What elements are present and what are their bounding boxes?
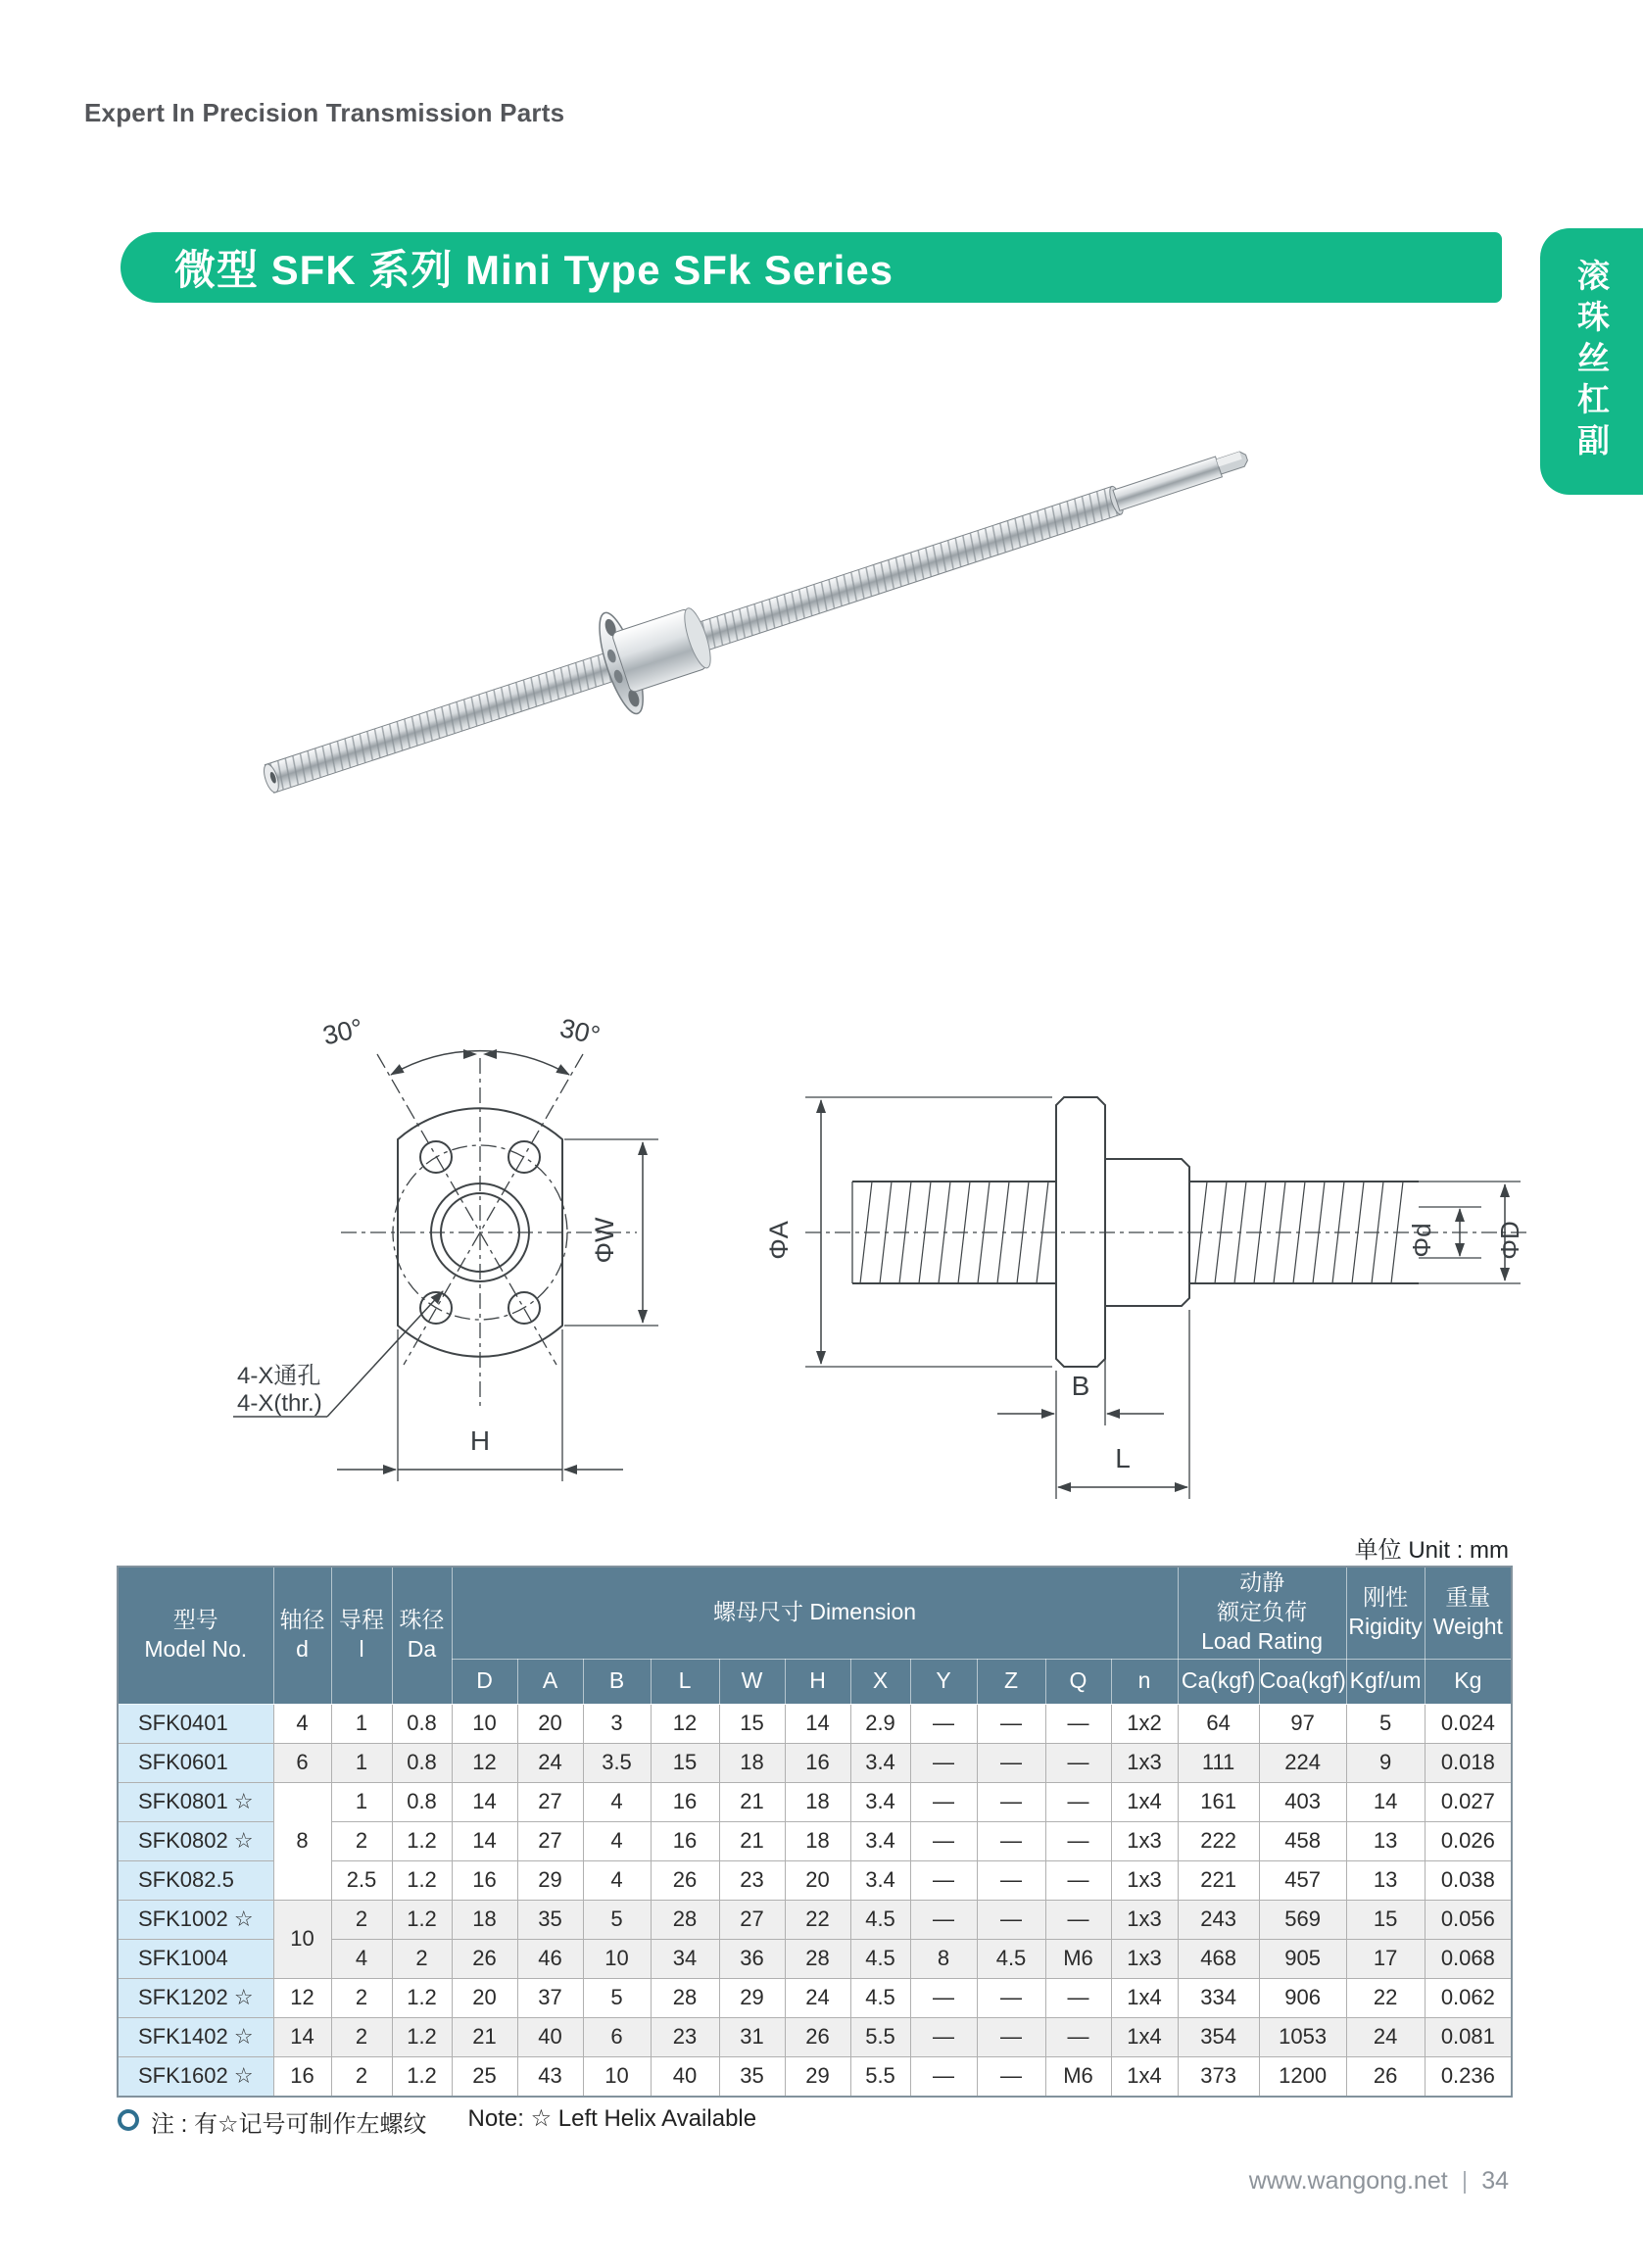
cell-dim-a: 46 [517,1939,583,1978]
cell-dim-y: — [910,1743,977,1782]
cell-coa: 458 [1259,1821,1346,1860]
cell-dim-q: M6 [1045,2056,1111,2097]
note-en: Note: ☆ Left Helix Available [467,2105,757,2132]
cell-dim-y: — [910,1860,977,1900]
cell-dim-h: 20 [785,1860,850,1900]
cell-dim-h: 29 [785,2056,850,2097]
cell-dim-x: 3.4 [850,1782,910,1821]
cell-model: SFK1402 ☆ [118,2017,273,2056]
cell-dim-x: 4.5 [850,1978,910,2017]
cell-ca: 111 [1178,1743,1259,1782]
cell-ca: 222 [1178,1821,1259,1860]
cell-dim-x: 4.5 [850,1900,910,1939]
col-subheader-a: A [517,1659,583,1704]
cell-ca: 354 [1178,2017,1259,2056]
product-photo [201,387,1357,847]
cell-dim-d: 10 [452,1704,517,1743]
cell-dim-h: 14 [785,1704,850,1743]
cell-da: 1.2 [392,1860,452,1900]
col-header-lead: 导程 l [331,1567,392,1704]
cell-dim-w: 18 [719,1743,785,1782]
cell-weight: 0.056 [1425,1900,1512,1939]
dim-label-phid: Φd [1407,1223,1436,1258]
leader-label-line2: 4-X(thr.) [237,1390,322,1417]
cell-dim-w: 27 [719,1900,785,1939]
cell-weight: 0.024 [1425,1704,1512,1743]
unit-label: 单位 Unit : mm [1354,1537,1509,1564]
dim-label-phiD: ΦD [1495,1221,1524,1260]
cell-dim-d: 26 [452,1939,517,1978]
cell-d: 4 [273,1704,331,1743]
cell-model: SFK1002 ☆ [118,1900,273,1939]
flange-nut [591,585,722,718]
cell-dim-n: 1x2 [1111,1704,1178,1743]
cell-dim-a: 43 [517,2056,583,2097]
dim-label-B: B [1071,1371,1090,1401]
cell-coa: 97 [1259,1704,1346,1743]
cell-model: SFK1602 ☆ [118,2056,273,2097]
cell-model: SFK0401 [118,1704,273,1743]
cell-dim-x: 3.4 [850,1743,910,1782]
cell-ca: 161 [1178,1782,1259,1821]
cell-dim-a: 20 [517,1704,583,1743]
cell-dim-n: 1x4 [1111,1978,1178,2017]
cell-dim-w: 21 [719,1782,785,1821]
dim-label-phiW: ΦW [590,1217,619,1264]
cell-coa: 569 [1259,1900,1346,1939]
table-row [118,2056,1512,2097]
cell-d: 16 [273,2056,331,2097]
col-subheader-q: Q [1045,1659,1111,1704]
cell-dim-q: — [1045,1900,1111,1939]
cell-dim-a: 24 [517,1743,583,1782]
cell-dim-h: 26 [785,2017,850,2056]
cell-weight: 0.018 [1425,1743,1512,1782]
col-header-d: 轴径 d [273,1567,331,1704]
col-subheader-coakgf: Coa(kgf) [1259,1659,1346,1704]
page-footer [1249,2167,1509,2196]
ball-screw-assembly [249,408,1263,831]
cell-dim-l: 34 [651,1939,719,1978]
cell-dim-d: 21 [452,2017,517,2056]
cell-model: SFK0802 ☆ [118,1821,273,1860]
cell-dim-b: 4 [583,1782,651,1821]
cell-coa: 905 [1259,1939,1346,1978]
cell-dim-x: 5.5 [850,2017,910,2056]
cell-dim-a: 35 [517,1900,583,1939]
cell-dim-d: 14 [452,1821,517,1860]
cell-lead: 2 [331,1900,392,1939]
cell-dim-q: — [1045,1978,1111,2017]
cell-dim-w: 35 [719,2056,785,2097]
col-subheader-z: Z [977,1659,1045,1704]
cell-dim-z: 4.5 [977,1939,1045,1978]
cell-dim-z: — [977,1821,1045,1860]
col-header-da: 珠径 Da [392,1567,452,1704]
cell-model: SFK0801 ☆ [118,1782,273,1821]
cell-coa: 224 [1259,1743,1346,1782]
cell-dim-w: 36 [719,1939,785,1978]
cell-dim-h: 18 [785,1821,850,1860]
cell-weight: 0.236 [1425,2056,1512,2097]
cell-dim-z: — [977,1743,1045,1782]
title-banner [121,232,1502,303]
cell-dim-z: — [977,1900,1045,1939]
cell-dim-n: 1x4 [1111,1782,1178,1821]
page-title: 微型 SFK 系列 Mini Type SFk Series [174,247,894,293]
col-subheader-kg: Kg [1425,1659,1512,1704]
col-header-dimension-group: 螺母尺寸 Dimension [452,1567,1178,1659]
cell-dim-d: 16 [452,1860,517,1900]
cell-model: SFK1004 [118,1939,273,1978]
cell-ca: 468 [1178,1939,1259,1978]
note-bullet-icon [118,2109,139,2131]
col-subheader-d: D [452,1659,517,1704]
cell-dim-y: — [910,1900,977,1939]
footer-website: www.wangong.net [1248,2167,1448,2195]
cell-ca: 334 [1178,1978,1259,2017]
cell-dim-x: 5.5 [850,2056,910,2097]
col-subheader-n: n [1111,1659,1178,1704]
col-subheader-y: Y [910,1659,977,1704]
cell-lead: 2 [331,1821,392,1860]
cell-dim-w: 21 [719,1821,785,1860]
cell-coa: 1053 [1259,2017,1346,2056]
cell-d: 6 [273,1743,331,1782]
cell-dim-h: 24 [785,1978,850,2017]
col-header-load-rating-group: 动静 额定负荷 Load Rating [1178,1567,1346,1659]
cell-dim-w: 31 [719,2017,785,2056]
footer-page-number: 34 [1481,2167,1509,2195]
cell-dim-w: 15 [719,1704,785,1743]
cell-dim-q: M6 [1045,1939,1111,1978]
cell-rigidity: 24 [1346,2017,1425,2056]
cell-rigidity: 14 [1346,1782,1425,1821]
cell-rigidity: 15 [1346,1900,1425,1939]
cell-dim-n: 1x3 [1111,1900,1178,1939]
cell-dim-h: 18 [785,1782,850,1821]
col-subheader-x: X [850,1659,910,1704]
cell-dim-y: — [910,1782,977,1821]
cell-dim-y: — [910,2056,977,2097]
cell-dim-a: 27 [517,1821,583,1860]
cell-coa: 1200 [1259,2056,1346,2097]
cell-rigidity: 22 [1346,1978,1425,2017]
cell-dim-q: — [1045,1860,1111,1900]
cell-dim-y: — [910,2017,977,2056]
cell-dim-a: 37 [517,1978,583,2017]
cell-dim-n: 1x4 [1111,2017,1178,2056]
cell-lead: 1 [331,1704,392,1743]
cell-dim-a: 27 [517,1782,583,1821]
cell-dim-q: — [1045,1704,1111,1743]
cell-dim-b: 6 [583,2017,651,2056]
footer-divider: | [1461,2167,1469,2195]
cell-dim-b: 5 [583,1900,651,1939]
cell-dim-l: 26 [651,1860,719,1900]
cell-dim-h: 22 [785,1900,850,1939]
cell-model: SFK0601 [118,1743,273,1782]
cell-ca: 243 [1178,1900,1259,1939]
cell-da: 1.2 [392,2017,452,2056]
col-subheader-w: W [719,1659,785,1704]
cell-da: 0.8 [392,1782,452,1821]
col-subheader-h: H [785,1659,850,1704]
cell-dim-x: 3.4 [850,1860,910,1900]
cell-da: 1.2 [392,1821,452,1860]
technical-drawings [83,970,1553,1519]
cell-rigidity: 13 [1346,1821,1425,1860]
cell-dim-b: 5 [583,1978,651,2017]
col-subheader-b: B [583,1659,651,1704]
cell-d: 8 [273,1782,331,1900]
cell-model: SFK1202 ☆ [118,1978,273,2017]
col-header-rigidity-group: 刚性 Rigidity [1346,1567,1425,1659]
cell-lead: 1 [331,1743,392,1782]
cell-dim-l: 28 [651,1900,719,1939]
cell-dim-z: — [977,1860,1045,1900]
cell-da: 0.8 [392,1743,452,1782]
cell-lead: 2 [331,2056,392,2097]
cell-dim-q: — [1045,1743,1111,1782]
cell-lead: 2 [331,1978,392,2017]
table-row [118,1704,1512,1743]
cell-dim-z: — [977,1782,1045,1821]
cell-dim-y: — [910,1704,977,1743]
cell-dim-w: 29 [719,1978,785,2017]
cell-weight: 0.081 [1425,2017,1512,2056]
col-subheader-cakgf: Ca(kgf) [1178,1659,1259,1704]
cell-dim-x: 4.5 [850,1939,910,1978]
cell-weight: 0.068 [1425,1939,1512,1978]
cell-dim-n: 1x3 [1111,1743,1178,1782]
cell-dim-b: 3.5 [583,1743,651,1782]
cell-dim-z: — [977,2017,1045,2056]
cell-dim-l: 12 [651,1704,719,1743]
cell-d: 12 [273,1978,331,2017]
table-row [118,1743,1512,1782]
cell-dim-z: — [977,1704,1045,1743]
cell-dim-x: 3.4 [850,1821,910,1860]
cell-d: 14 [273,2017,331,2056]
table-row [118,1978,1512,2017]
cell-lead: 1 [331,1782,392,1821]
cell-dim-b: 4 [583,1821,651,1860]
cell-dim-l: 16 [651,1821,719,1860]
cell-weight: 0.027 [1425,1782,1512,1821]
journal-end [1113,457,1222,510]
leader-label-line1: 4-X通孔 [237,1363,321,1389]
cell-coa: 457 [1259,1860,1346,1900]
angle-label-left: 30° [319,1013,366,1051]
cell-d: 10 [273,1900,331,1978]
cell-dim-h: 28 [785,1939,850,1978]
cell-dim-a: 40 [517,2017,583,2056]
cell-ca: 64 [1178,1704,1259,1743]
cell-lead: 4 [331,1939,392,1978]
cell-dim-q: — [1045,1782,1111,1821]
cell-rigidity: 13 [1346,1860,1425,1900]
side-tab-label: 滚珠丝杠副 [1573,259,1610,464]
nut-body-outline [1105,1159,1189,1306]
cell-dim-l: 28 [651,1978,719,2017]
col-subheader-kgfum: Kgf/um [1346,1659,1425,1704]
cell-dim-a: 29 [517,1860,583,1900]
dim-label-H: H [469,1425,491,1456]
cell-dim-d: 25 [452,2056,517,2097]
cell-dim-n: 1x3 [1111,1821,1178,1860]
cell-dim-z: — [977,1978,1045,2017]
cell-dim-d: 18 [452,1900,517,1939]
cell-dim-l: 40 [651,2056,719,2097]
cell-dim-b: 10 [583,1939,651,1978]
spec-table [117,1566,1513,2098]
table-row [118,1782,1512,1821]
cell-weight: 0.026 [1425,1821,1512,1860]
cell-dim-d: 14 [452,1782,517,1821]
footnote [118,2104,756,2139]
cell-da: 1.2 [392,2056,452,2097]
cell-rigidity: 26 [1346,2056,1425,2097]
cell-dim-b: 4 [583,1860,651,1900]
cell-da: 2 [392,1939,452,1978]
col-subheader-l: L [651,1659,719,1704]
cell-dim-l: 16 [651,1782,719,1821]
cell-da: 0.8 [392,1704,452,1743]
cell-dim-q: — [1045,2017,1111,2056]
cell-dim-z: — [977,2056,1045,2097]
table-row [118,2017,1512,2056]
cell-dim-l: 15 [651,1743,719,1782]
cell-lead: 2 [331,2017,392,2056]
cell-coa: 403 [1259,1782,1346,1821]
cell-dim-n: 1x3 [1111,1939,1178,1978]
cell-dim-n: 1x4 [1111,2056,1178,2097]
cell-rigidity: 17 [1346,1939,1425,1978]
cell-ca: 221 [1178,1860,1259,1900]
cell-dim-d: 20 [452,1978,517,2017]
cell-weight: 0.062 [1425,1978,1512,2017]
dim-label-phiA: ΦA [764,1221,794,1260]
cell-ca: 373 [1178,2056,1259,2097]
cell-dim-y: — [910,1821,977,1860]
cell-dim-d: 12 [452,1743,517,1782]
cell-dim-b: 10 [583,2056,651,2097]
dim-label-L: L [1115,1443,1131,1473]
cell-dim-h: 16 [785,1743,850,1782]
cell-rigidity: 9 [1346,1743,1425,1782]
cell-dim-w: 23 [719,1860,785,1900]
cell-dim-y: 8 [910,1939,977,1978]
cell-dim-b: 3 [583,1704,651,1743]
cell-da: 1.2 [392,1978,452,2017]
cell-dim-l: 23 [651,2017,719,2056]
side-view-drawing [805,1097,1526,1499]
cell-da: 1.2 [392,1900,452,1939]
side-tab-ball-screw [1540,228,1643,495]
cell-dim-y: — [910,1978,977,2017]
angle-label-right: 30° [556,1013,604,1051]
col-header-model: 型号 Model No. [118,1567,273,1704]
col-header-weight-group: 重量 Weight [1425,1567,1512,1659]
cell-dim-n: 1x3 [1111,1860,1178,1900]
cell-rigidity: 5 [1346,1704,1425,1743]
note-cn: 注 : 有☆记号可制作左螺纹 [151,2111,427,2138]
cell-dim-x: 2.9 [850,1704,910,1743]
cell-lead: 2.5 [331,1860,392,1900]
cell-coa: 906 [1259,1978,1346,2017]
table-row [118,1900,1512,1939]
cell-model: SFK082.5 [118,1860,273,1900]
header-tagline: Expert In Precision Transmission Parts [84,98,565,127]
cell-weight: 0.038 [1425,1860,1512,1900]
cell-dim-q: — [1045,1821,1111,1860]
